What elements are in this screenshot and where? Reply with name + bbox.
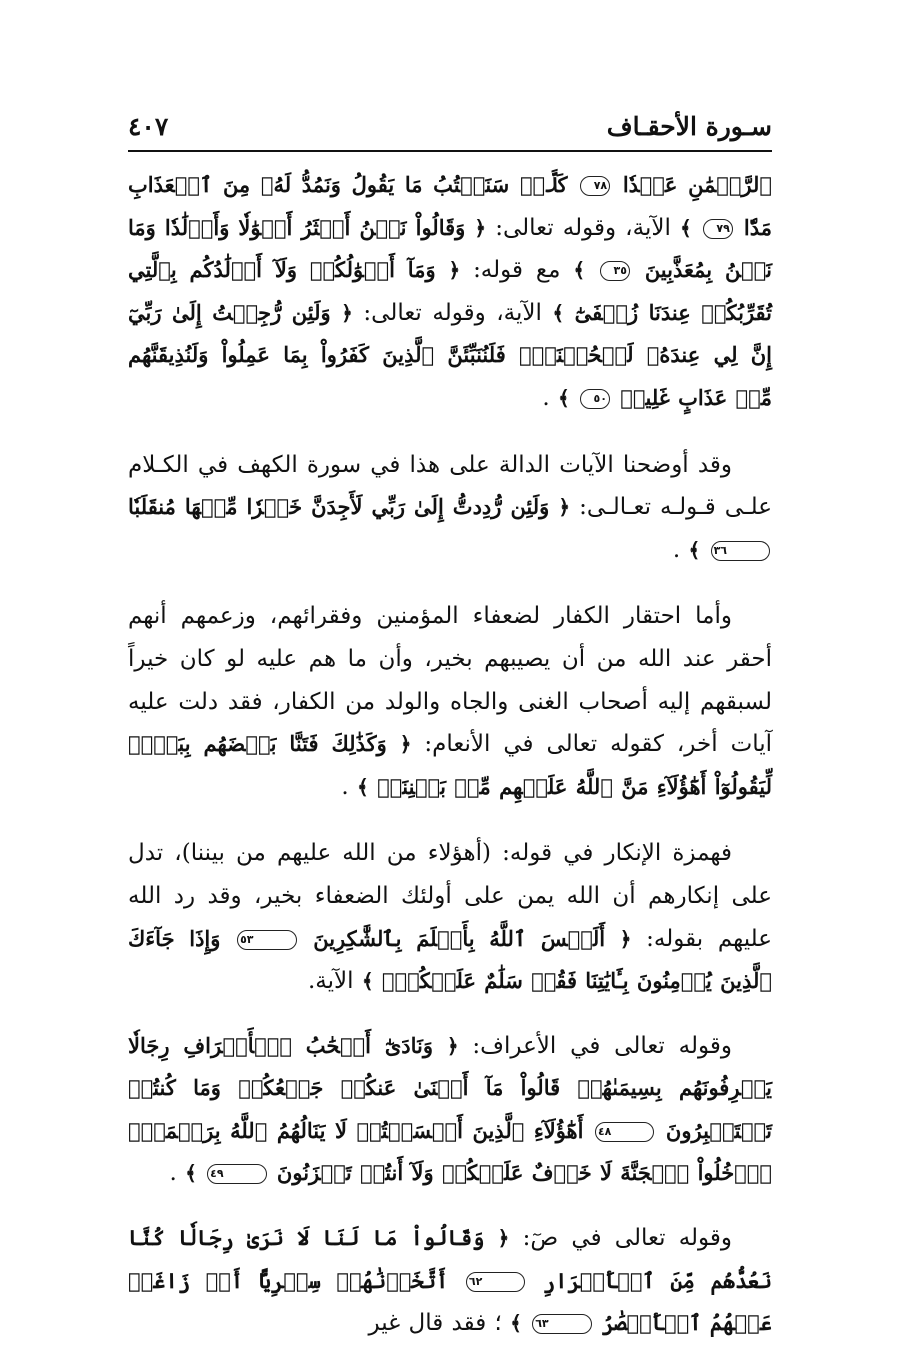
ornate-bracket: ﴾ — [573, 258, 586, 283]
quran-text: وَكَذَٰلِكَ فَتَنَّا بَعۡضَهُم بِبَعۡضٖ لِّيَقُولُوٓاْ أَهَٰٓؤُلَآءِ مَنَّ ٱللَّهُ عَلَيۡهِم مِّنۢ بَيۡنِنَآۗ — [128, 731, 772, 799]
body-text: وأما احتقار الكفار لضعفاء المؤمنين وفقرائهم، وزعمهم أنهم أحقر عند الله من أن يصيبهم بخير، وأن ما هم عليه لو كان خيراً لسبقهم إليه أصحاب الغنى والجاه والولد من الكفار، فقد دلت عليه آيات أخر، كقوله تعالى في الأنعام: — [128, 603, 773, 758]
paragraph-gap — [128, 808, 772, 832]
body-text: الآية. — [307, 968, 354, 995]
ayah-number-marker: ٣٦ — [711, 541, 770, 561]
paragraph — [128, 1217, 772, 1345]
ornate-bracket: ﴾ — [557, 385, 570, 410]
body-text: . — [169, 1160, 177, 1187]
ayah-number-marker: ٦٢ — [466, 1272, 525, 1292]
paragraph-gap — [128, 571, 772, 595]
ayah-number-marker: ٥٣ — [237, 930, 296, 950]
paragraph — [128, 444, 772, 572]
paragraph — [128, 1025, 772, 1195]
ornate-bracket: ﴾ — [510, 1311, 522, 1336]
ornate-bracket: ﴿ — [474, 215, 487, 240]
body-text: وقوله تعالى في صٓ: — [522, 1225, 733, 1252]
quran-text: وَلَئِن رُّجِعۡتُ إِلَىٰ رَبِّيٓ إِنَّ لِي عِندَهُۥ لَلۡحُسۡنَىٰۚ فَلَنُنَبِّئَنَّ ٱلَّذِينَ كَفَرُواْ بِمَا عَمِلُواْ وَلَنُذِيقَنَّهُم مِّنۡ عَذَابٍ غَلِيظٖ — [128, 299, 772, 410]
body-text: . — [341, 773, 349, 800]
quran-text: وَإِذَا جَآءَكَ ٱلَّذِينَ يُؤۡمِنُونَ بِـَٔايَٰتِنَا فَقُلۡ سَلَٰمٌ عَلَيۡكُمۡۖ — [128, 925, 772, 994]
body-text: مع قوله: — [473, 257, 561, 284]
ornate-bracket: ﴾ — [361, 969, 374, 994]
body-text: . — [672, 536, 681, 563]
ayah-number-marker: ٤٩ — [207, 1164, 266, 1184]
body-text: وقوله تعالى في الأعراف: — [472, 1032, 732, 1059]
header-divider — [128, 150, 772, 152]
quran-text: أَتَّخَذۡنَٰهُمۡ سِخۡرِيًّا أَمۡ زَاغَتۡ عَنۡهُمُ ٱلۡأَبۡصَٰرُ — [128, 1267, 772, 1336]
ornate-bracket: ﴿ — [446, 1033, 459, 1058]
ayah-number-marker: ٧٨ — [580, 176, 610, 196]
ornate-bracket: ﴿ — [399, 732, 412, 757]
ornate-bracket: ﴿ — [558, 495, 571, 520]
ayah-number-marker: ٣٥ — [600, 261, 630, 281]
ornate-bracket: ﴿ — [619, 926, 632, 951]
paragraph — [128, 595, 772, 808]
quran-text: وَقَالُواْ نَحۡنُ أَكۡثَرُ أَمۡوَٰلٗا وَأَوۡلَٰدٗا وَمَا نَحۡنُ بِمُعَذَّبِينَ — [128, 214, 773, 283]
body-text: . — [542, 384, 550, 411]
paragraph-gap — [128, 1195, 772, 1217]
quran-text: وَلَئِن رُّدِدتُّ إِلَىٰ رَبِّي لَأَجِدَنَّ خَيۡرٗا مِّنۡهَا مُنقَلَبٗا — [128, 494, 550, 520]
paragraph — [128, 164, 772, 420]
ornate-bracket: ﴾ — [679, 215, 692, 240]
paragraph-gap — [128, 420, 772, 444]
page-body — [128, 164, 772, 1345]
surah-title: سـورة الأحقـاف — [606, 112, 772, 141]
body-text: الآية، وقوله تعالى: — [495, 214, 671, 241]
quran-text: أَلَيۡسَ ٱللَّهُ بِأَعۡلَمَ بِٱلشَّٰكِرِينَ — [313, 925, 606, 951]
ornate-bracket: ﴿ — [497, 1226, 510, 1251]
ayah-number-marker: ٧٩ — [703, 219, 733, 239]
quran-text: كَلَّاۚ سَنَكۡتُبُ مَا يَقُولُ وَنَمُدُّ لَهُۥ مِنَ ٱلۡعَذَابِ مَدّٗا — [128, 172, 773, 240]
body-text: الآية، وقوله تعالى: — [363, 299, 542, 326]
paragraph-gap — [128, 1003, 772, 1025]
body-text: فهمزة الإنكار في قوله: (أهؤلاء من الله عليهم من بيننا)، تدل على إنكارهم أن الله يمن على أولئك الضعفاء بخير، وقد رد الله عليهم بقوله: — [128, 840, 773, 952]
ornate-bracket: ﴾ — [357, 774, 369, 799]
ornate-bracket: ﴿ — [448, 258, 461, 283]
ornate-bracket: ﴾ — [552, 300, 565, 325]
body-text: وقد أوضحنا الآيات الدالة على هذا في سورة الكهف في الكـلام علـى قـولـه تعـالـى: — [128, 451, 772, 521]
page-number: ٤٠٧ — [128, 112, 169, 141]
page-header — [128, 108, 772, 148]
quran-text: ٱلرَّحۡمَٰنِ عَهۡدٗا — [622, 172, 773, 197]
quran-text: أَهَٰٓؤُلَآءِ ٱلَّذِينَ أَقۡسَمۡتُمۡ لَا يَنَالُهُمُ ٱللَّهُ بِرَحۡمَةٍۚ ٱدۡخُلُواْ ٱلۡجَنَّةَ لَا خَوۡفٌ عَلَيۡكُمۡ وَلَآ أَنتُمۡ تَحۡزَنُونَ — [128, 1117, 772, 1186]
quran-text: وَقَالُواْ مَا لَنَا لَا نَرَىٰ رِجَالٗا كُنَّا نَعُدُّهُم مِّنَ ٱلۡأَشۡرَارِ — [128, 1225, 772, 1293]
ornate-bracket: ﴿ — [341, 300, 353, 325]
quran-text: وَمَآ أَمۡوَٰلُكُمۡ وَلَآ أَوۡلَٰدُكُم بِٱلَّتِي تُقَرِّبُكُمۡ عِندَنَا زُلۡفَىٰٓ — [128, 257, 773, 325]
ornate-bracket: ﴾ — [185, 1161, 197, 1186]
ayah-number-marker: ٤٨ — [595, 1122, 654, 1142]
ayah-number-marker: ٦٣ — [532, 1314, 591, 1334]
quran-text: وَنَادَىٰٓ أَصۡحَٰبُ ٱلۡأَعۡرَافِ رِجَالٗا يَعۡرِفُونَهُم بِسِيمَىٰهُمۡ قَالُواْ مَآ أَغۡنَىٰ عَنكُمۡ جَمۡعُكُمۡ وَمَا كُنتُمۡ تَسۡتَكۡبِرُونَ — [128, 1032, 772, 1143]
body-text: ؛ فقد قال غير — [368, 1310, 502, 1337]
ornate-bracket: ﴾ — [688, 537, 701, 562]
paragraph — [128, 832, 772, 1002]
ayah-number-marker: ٥٠ — [580, 389, 610, 409]
